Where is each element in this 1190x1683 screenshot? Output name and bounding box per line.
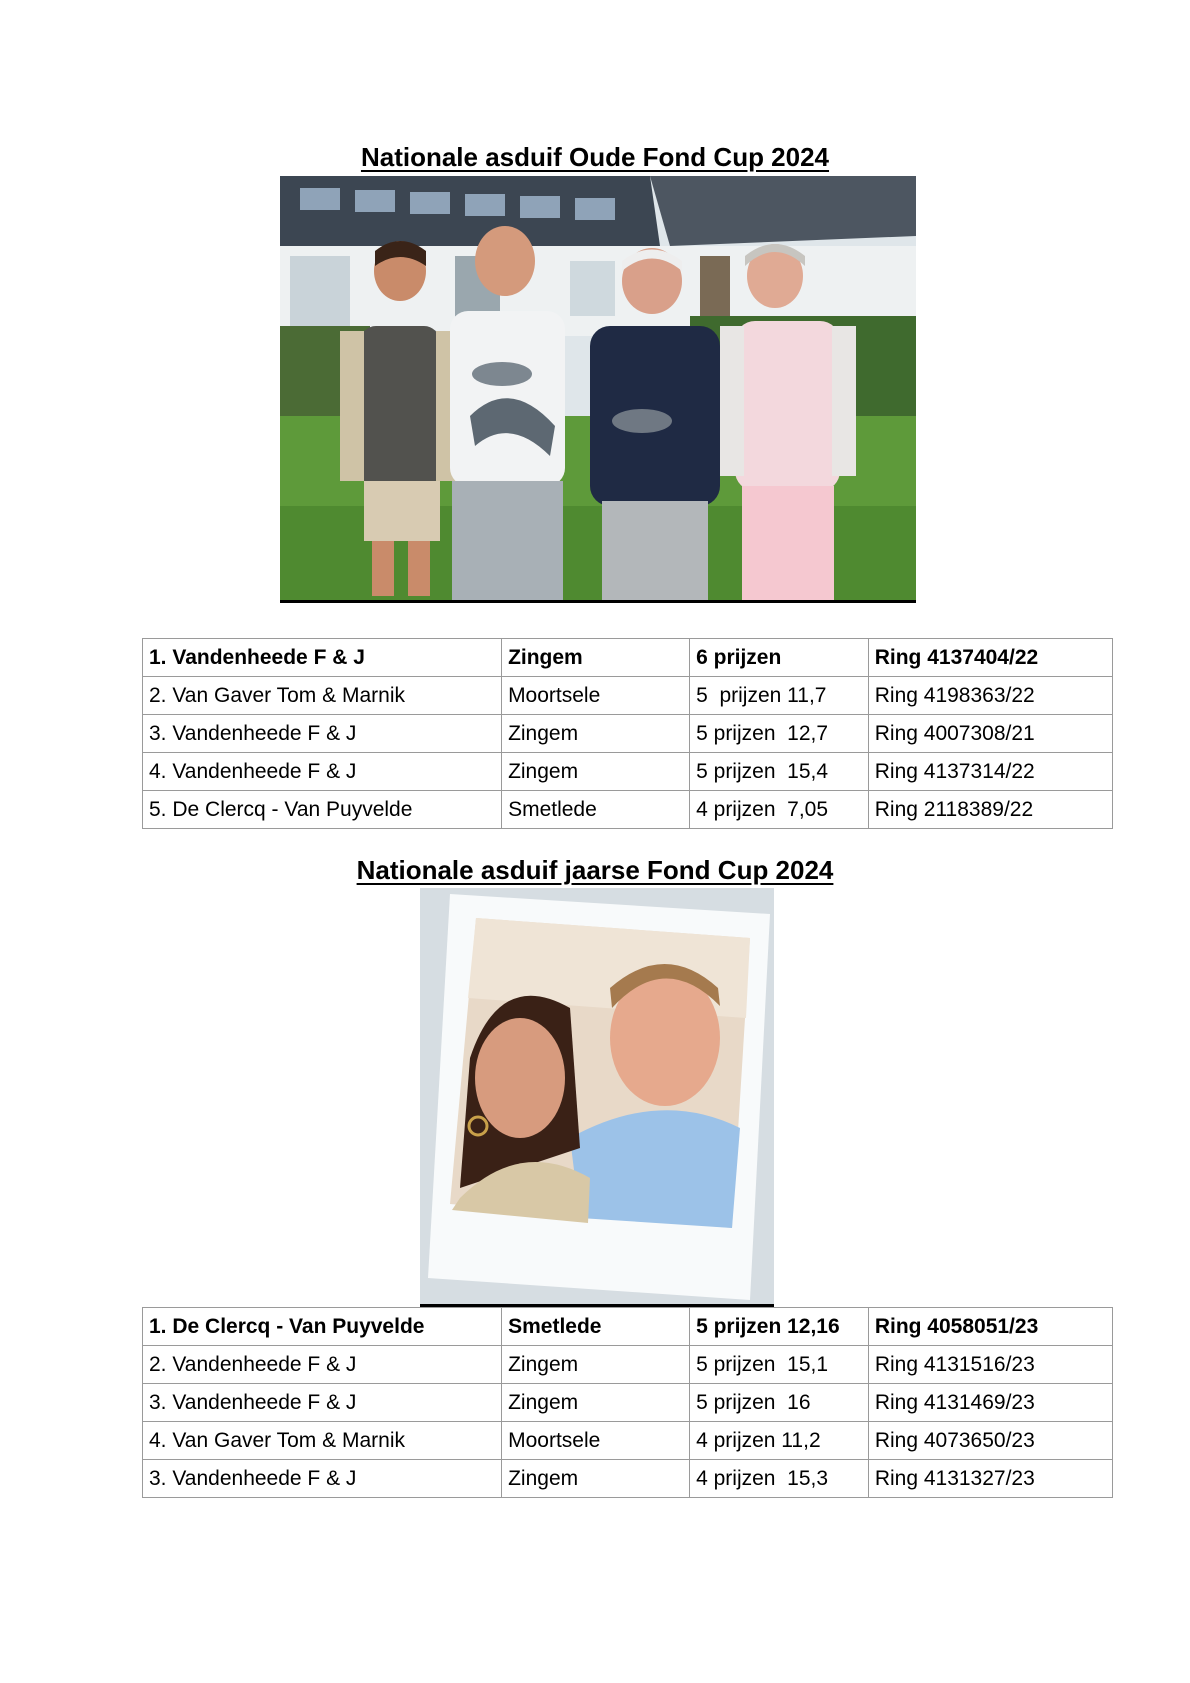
ring-cell: Ring 4131469/23 (868, 1384, 1112, 1422)
ring-cell: Ring 4198363/22 (868, 677, 1112, 715)
name-cell: 1. De Clercq - Van Puyvelde (143, 1308, 502, 1346)
place-cell: Zingem (502, 1346, 690, 1384)
ring-cell: Ring 4131327/23 (868, 1460, 1112, 1498)
name-cell: 2. Van Gaver Tom & Marnik (143, 677, 502, 715)
group-photo (280, 176, 916, 603)
section-1-title: Nationale asduif Oude Fond Cup 2024 (360, 142, 830, 172)
table-row (143, 639, 1113, 677)
name-cell: 3. Vandenheede F & J (143, 1384, 502, 1422)
name-cell: 3. Vandenheede F & J (143, 715, 502, 753)
prizes-cell: 4 prijzen 7,05 (690, 791, 869, 829)
table-row (143, 753, 1113, 791)
table-row (143, 1308, 1113, 1346)
table-row (143, 715, 1113, 753)
ring-cell: Ring 4073650/23 (868, 1422, 1112, 1460)
prizes-cell: 5 prijzen 12,7 (690, 715, 869, 753)
table-row (143, 1460, 1113, 1498)
table-row (143, 1422, 1113, 1460)
place-cell: Smetlede (502, 791, 690, 829)
table-row (143, 677, 1113, 715)
name-cell: 5. De Clercq - Van Puyvelde (143, 791, 502, 829)
name-cell: 3. Vandenheede F & J (143, 1460, 502, 1498)
results-table-jaarse (142, 1307, 1113, 1498)
place-cell: Moortsele (502, 1422, 690, 1460)
prizes-cell: 6 prijzen (690, 639, 869, 677)
ring-cell: Ring 4137314/22 (868, 753, 1112, 791)
name-cell: 1. Vandenheede F & J (143, 639, 502, 677)
ring-cell: Ring 2118389/22 (868, 791, 1112, 829)
ring-cell: Ring 4137404/22 (868, 639, 1112, 677)
couple-polaroid-photo (420, 888, 774, 1307)
ring-cell: Ring 4058051/23 (868, 1308, 1112, 1346)
ring-cell: Ring 4007308/21 (868, 715, 1112, 753)
place-cell: Zingem (502, 639, 690, 677)
place-cell: Moortsele (502, 677, 690, 715)
results-table-oude (142, 638, 1113, 829)
table-row (143, 1384, 1113, 1422)
table-row (143, 1346, 1113, 1384)
place-cell: Zingem (502, 715, 690, 753)
name-cell: 2. Vandenheede F & J (143, 1346, 502, 1384)
ring-cell: Ring 4131516/23 (868, 1346, 1112, 1384)
name-cell: 4. Vandenheede F & J (143, 753, 502, 791)
prizes-cell: 5 prijzen 15,4 (690, 753, 869, 791)
prizes-cell: 4 prijzen 15,3 (690, 1460, 869, 1498)
place-cell: Zingem (502, 1460, 690, 1498)
prizes-cell: 5 prijzen 15,1 (690, 1346, 869, 1384)
section-2-title: Nationale asduif jaarse Fond Cup 2024 (356, 855, 834, 885)
place-cell: Zingem (502, 1384, 690, 1422)
prizes-cell: 4 prijzen 11,2 (690, 1422, 869, 1460)
name-cell: 4. Van Gaver Tom & Marnik (143, 1422, 502, 1460)
table-row (143, 791, 1113, 829)
place-cell: Zingem (502, 753, 690, 791)
prizes-cell: 5 prijzen 12,16 (690, 1308, 869, 1346)
place-cell: Smetlede (502, 1308, 690, 1346)
prizes-cell: 5 prijzen 11,7 (690, 677, 869, 715)
prizes-cell: 5 prijzen 16 (690, 1384, 869, 1422)
